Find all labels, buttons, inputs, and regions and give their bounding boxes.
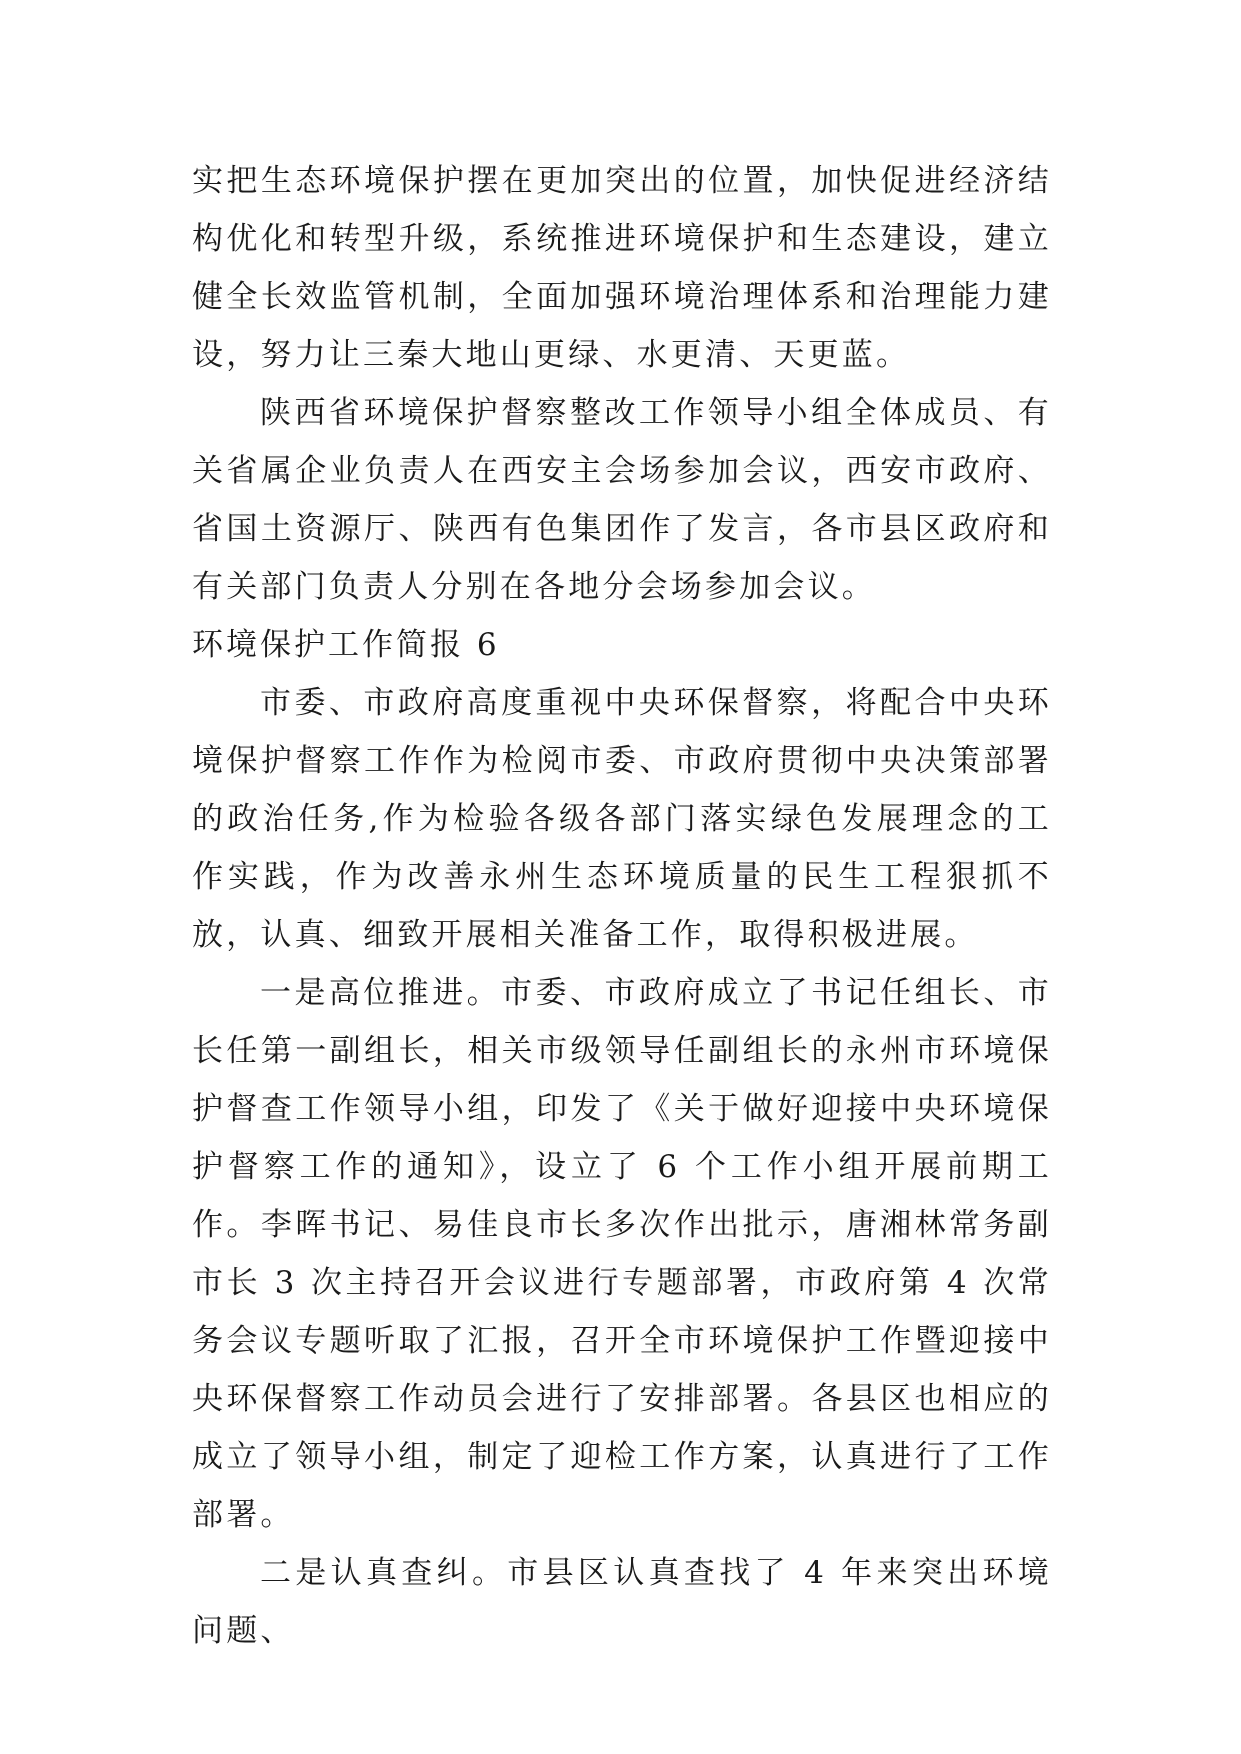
- paragraph-inspection-correction: 二是认真查纠。市县区认真查找了 4 年来突出环境问题、: [192, 1555, 1052, 1649]
- paragraph-meeting-attendees: 陕西省环境保护督察整改工作领导小组全体成员、有关省属企业负责人在西安主会场参加会议，西安市政府、省国土资源厅、陕西有色集团作了发言，各市县区政府和有关部门负责人分别在各地分会场参加会议。: [192, 395, 1052, 605]
- document-body: [192, 152, 1052, 1660]
- paragraph-eco-protection-priority: 实把生态环境保护摆在更加突出的位置，加快促进经济结构优化和转型升级，系统推进环境保护和生态建设，建立健全长效监管机制，全面加强环境治理体系和治理能力建设，努力让三秦大地山更绿、水更清、天更蓝。: [192, 163, 1052, 373]
- paragraph-high-level-push: 一是高位推进。市委、市政府成立了书记任组长、市长任第一副组长，相关市级领导任副组长的永州市环境保护督查工作领导小组，印发了《关于做好迎接中央环境保护督察工作的通知》，设立了 6 个工作小组开展前期工作。李晖书记、易佳良市长多次作出批示，唐湘林常务副市长 3 次主持召开会议进行专题部署，市政府第 4 次常务会议专题听取了汇报，召开全市环境保护工作暨迎接中央环保督察工作动员会进行了安排部署。各县区也相应的成立了领导小组，制定了迎检工作方案，认真进行了工作部署。: [192, 975, 1052, 1533]
- paragraph-municipal-emphasis: 市委、市政府高度重视中央环保督察，将配合中央环境保护督察工作作为检阅市委、市政府贯彻中央决策部署的政治任务,作为检验各级各部门落实绿色发展理念的工作实践，作为改善永州生态环境质量的民生工程狠抓不放，认真、细致开展相关准备工作，取得积极进展。: [192, 685, 1052, 953]
- section-heading: 环境保护工作简报 6: [192, 627, 500, 663]
